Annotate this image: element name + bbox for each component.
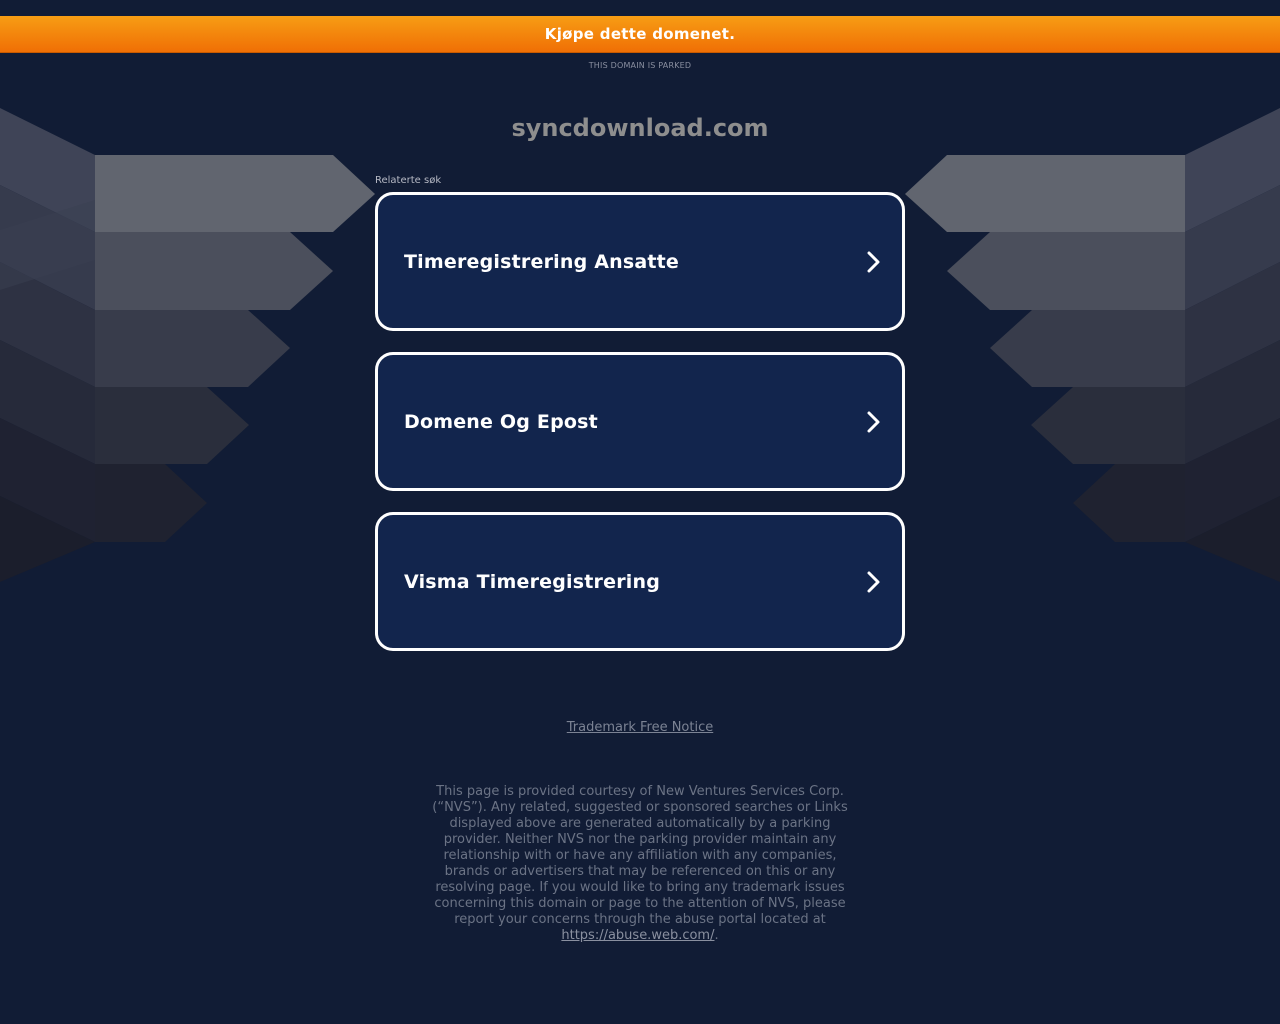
buy-domain-banner[interactable] xyxy=(0,16,1280,53)
trademark-notice xyxy=(0,720,1280,735)
chevron-right-icon xyxy=(864,570,882,594)
disclaimer-end: . xyxy=(714,928,719,943)
trademark-free-notice-link[interactable]: Trademark Free Notice xyxy=(566,720,714,735)
parked-notice: THIS DOMAIN IS PARKED xyxy=(588,61,692,70)
chevron-right-icon xyxy=(864,410,882,434)
related-search-label: Visma Timeregistrering xyxy=(404,570,661,593)
chevron-right-icon xyxy=(864,250,882,274)
related-search-link[interactable] xyxy=(375,192,905,331)
domain-name-heading: syncdownload.com xyxy=(511,114,769,142)
related-searches-heading: Relaterte søk xyxy=(375,175,442,186)
related-search-label: Timeregistrering Ansatte xyxy=(404,250,680,273)
related-search-link[interactable] xyxy=(375,512,905,651)
related-search-link[interactable] xyxy=(375,352,905,491)
disclaimer-text xyxy=(420,784,860,944)
buy-domain-label: Kjøpe dette domenet. xyxy=(544,25,736,43)
related-search-label: Domene Og Epost xyxy=(404,410,598,433)
abuse-portal-link[interactable]: https://abuse.web.com/ xyxy=(561,928,715,943)
disclaimer-body: This page is provided courtesy of New Ventures Services Corp. (“NVS”). Any related, suggested or sponsored searches or Links displayed above are generated automatically by a parking provider. Neither NVS nor the parking provider maintain any relationship with or have any affiliation with any companies, brands or advertisers that may be referenced on this or any resolving page. If you would like to bring any trademark issues concerning this domain or page to the attention of NVS, please report your concerns through the abuse portal located at xyxy=(432,784,848,927)
